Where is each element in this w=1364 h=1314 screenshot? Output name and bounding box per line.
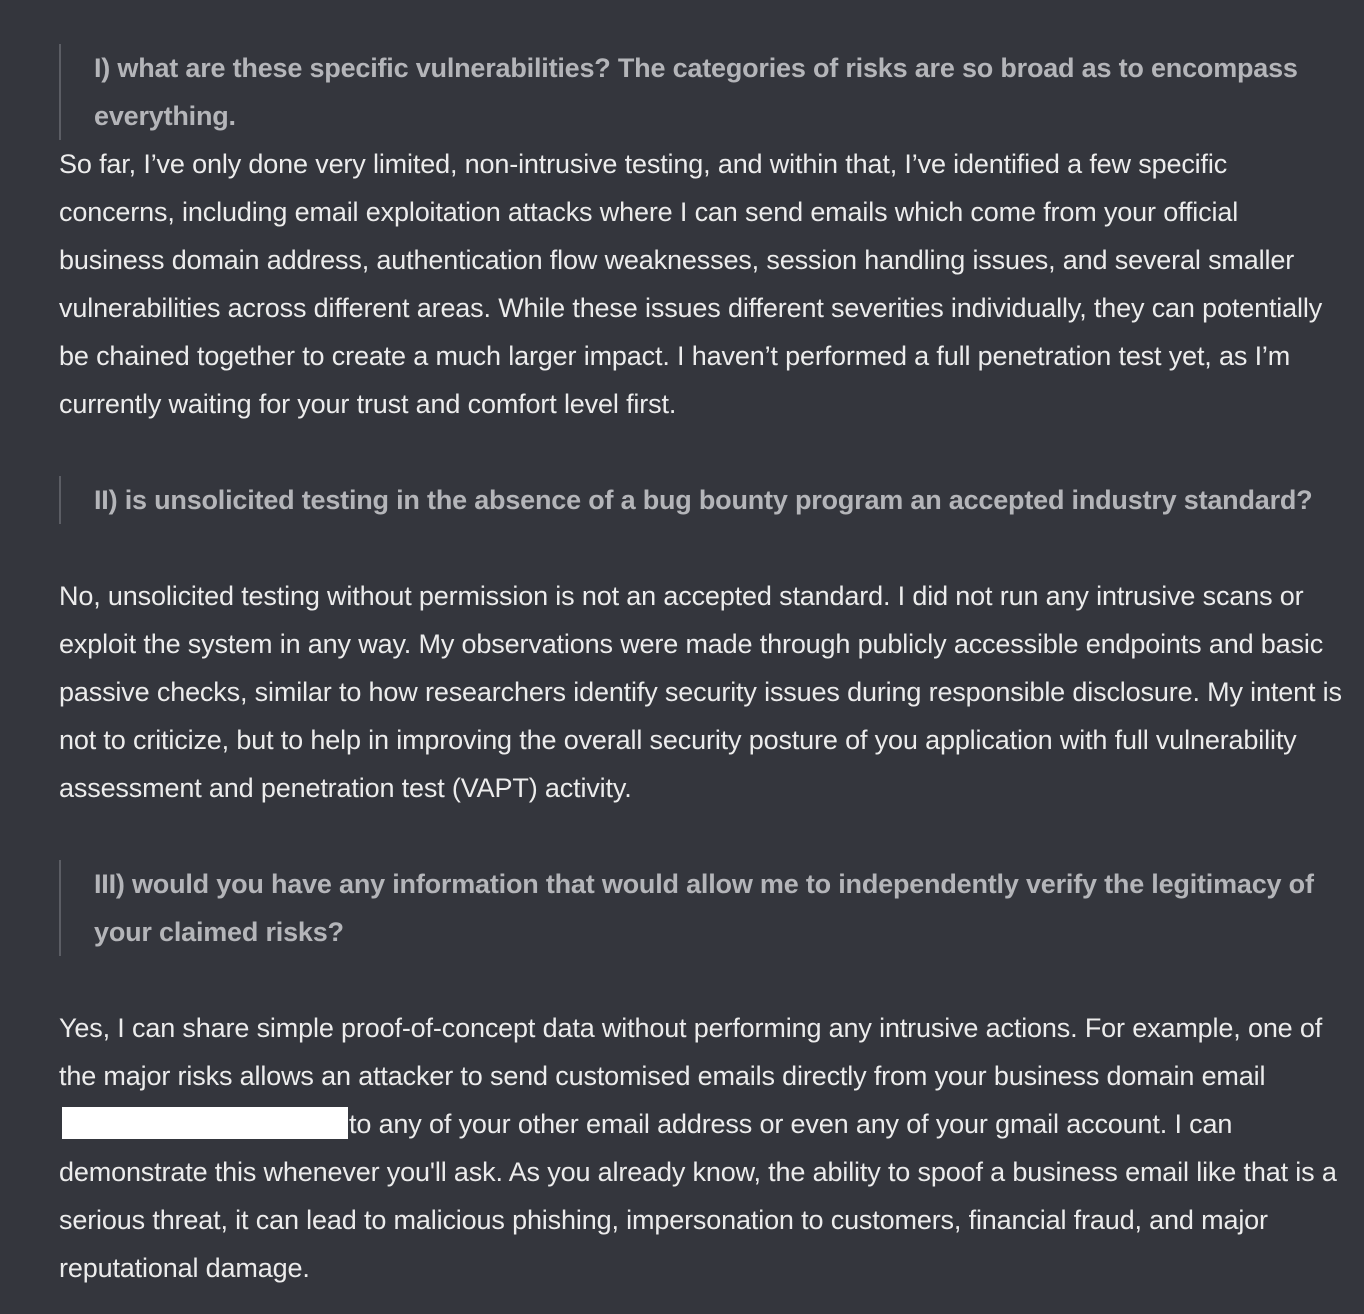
message-content (59, 44, 1349, 1292)
answer-3-text-after: to any of your other email address or even any of your gmail account. I can demonstrate this whenever you'll ask. As you already know, the ability to spoof a business email like that is a serious threat, it can lead to malicious phishing, impersonation to customers, financial fraud, and major reputational damage. (59, 1109, 1337, 1283)
answer-1-paragraph: So far, I’ve only done very limited, non-intrusive testing, and within that, I’ve identified a few specific concerns, including email exploitation attacks where I can send emails which come from your official business domain address, authentication flow weaknesses, session handling issues, and several smaller vulnerabilities across different areas. While these issues different severities individually, they can potentially be chained together to create a much larger impact. I haven’t performed a full penetration test yet, as I’m currently waiting for your trust and comfort level first. (59, 149, 1323, 419)
answer-3-text-before: Yes, I can share simple proof-of-concept data without performing any intrusive actions. For example, one of the major risks allows an attacker to send customised emails directly from your business domain email (59, 1013, 1323, 1091)
redacted-email-box (62, 1107, 348, 1139)
question-1-text: I) what are these specific vulnerabilities? The categories of risks are so broad as to encompass everything. (94, 53, 1298, 131)
blockquote-question-3 (59, 860, 1349, 956)
blockquote-question-2 (59, 476, 1349, 524)
question-2-text: II) is unsolicited testing in the absence of a bug bounty program an accepted industry standard? (94, 485, 1313, 515)
answer-2-paragraph: No, unsolicited testing without permission is not an accepted standard. I did not run any intrusive scans or exploit the system in any way. My observations were made through publicly accessible endpoints and basic passive checks, similar to how researchers identify security issues during responsible disclosure. My intent is not to criticize, but to help in improving the overall security posture of you application with full vulnerability assessment and penetration test (VAPT) activity. (59, 581, 1342, 803)
answer-3-paragraph (59, 1004, 1349, 1292)
blockquote-question-1 (59, 44, 1349, 140)
question-3-text: III) would you have any information that would allow me to independently verify the legitimacy of your claimed risks? (94, 869, 1314, 947)
